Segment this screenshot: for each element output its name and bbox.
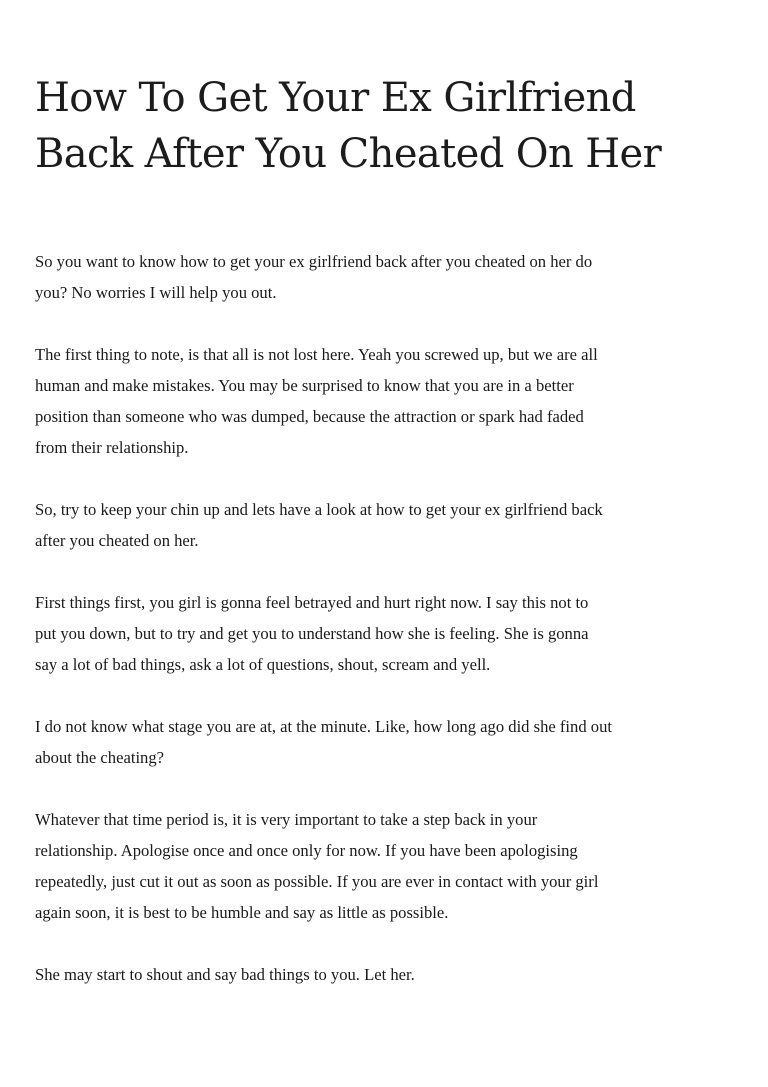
paragraph-2 bbox=[35, 339, 728, 463]
text-line: position than someone who was dumped, because the attraction or spark had faded bbox=[35, 407, 584, 426]
text-line: say a lot of bad things, ask a lot of questions, shout, scream and yell. bbox=[35, 655, 491, 674]
text-line: The first thing to note, is that all is not lost here. Yeah you screwed up, but we are all bbox=[35, 345, 598, 364]
text-line: again soon, it is best to be humble and say as little as possible. bbox=[35, 903, 449, 922]
paragraph-7 bbox=[35, 959, 728, 990]
paragraph-4 bbox=[35, 587, 728, 680]
paragraph-3 bbox=[35, 494, 728, 556]
text-line: So you want to know how to get your ex girlfriend back after you cheated on her do bbox=[35, 252, 593, 271]
text-line: relationship. Apologise once and once only for now. If you have been apologising bbox=[35, 841, 578, 860]
paragraph-5 bbox=[35, 711, 728, 773]
title-line: Back After You Cheated On Her bbox=[35, 131, 662, 177]
text-line: Whatever that time period is, it is very important to take a step back in your bbox=[35, 810, 538, 829]
text-line: from their relationship. bbox=[35, 438, 189, 457]
text-line: you? No worries I will help you out. bbox=[35, 283, 277, 302]
paragraph-1 bbox=[35, 246, 728, 308]
text-line: She may start to shout and say bad things to you. Let her. bbox=[35, 965, 415, 984]
text-line: after you cheated on her. bbox=[35, 531, 199, 550]
document-title bbox=[35, 70, 728, 182]
text-line: put you down, but to try and get you to understand how she is feeling. She is gonna bbox=[35, 624, 589, 643]
paragraph-6 bbox=[35, 804, 728, 928]
text-line: First things first, you girl is gonna feel betrayed and hurt right now. I say this not to bbox=[35, 593, 589, 612]
text-line: I do not know what stage you are at, at the minute. Like, how long ago did she find out bbox=[35, 717, 612, 736]
text-line: about the cheating? bbox=[35, 748, 165, 767]
document-body bbox=[35, 246, 728, 990]
title-line: How To Get Your Ex Girlfriend bbox=[35, 75, 636, 121]
text-line: human and make mistakes. You may be surprised to know that you are in a better bbox=[35, 376, 574, 395]
text-line: repeatedly, just cut it out as soon as possible. If you are ever in contact with your girl bbox=[35, 872, 599, 891]
text-line: So, try to keep your chin up and lets have a look at how to get your ex girlfriend back bbox=[35, 500, 603, 519]
